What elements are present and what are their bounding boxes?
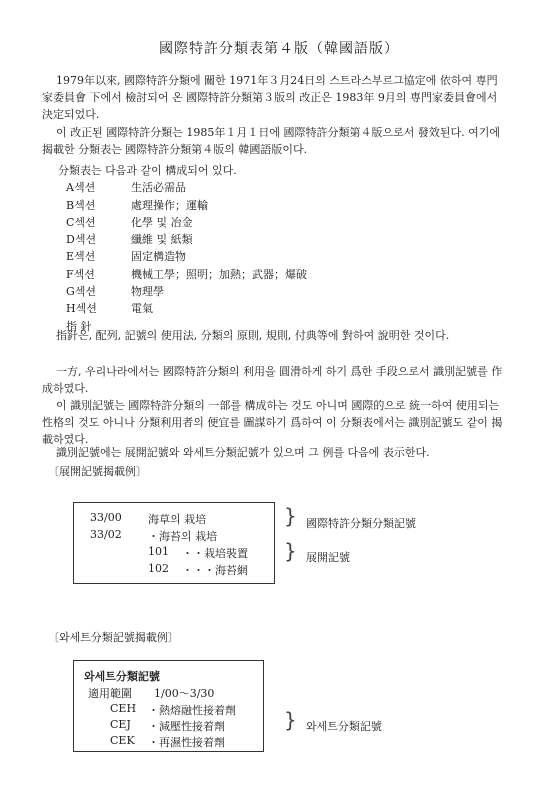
- page-title: 國際特許分類表第４版（韓國語版）: [159, 41, 399, 57]
- identify-paragraph: 이 識別記號는 國際特許分類의 一部를 構成하는 것도 아니며 國際的으로 統一하여 使用되는 性格의 것도 아니나 分類利用者의 便宜를 圖謀하기 爲하여 이 分類表에서는 識別記號도 같이 揭載하였다.: [42, 399, 503, 446]
- ex1-text-4: ・・・海苔網: [182, 564, 248, 577]
- ex2-text-3: ・再濕性接着劑: [148, 736, 225, 749]
- ex2-range-label: 適用範圍: [88, 687, 132, 700]
- ex1-text-3: ・・栽培裝置: [182, 547, 248, 560]
- ex1-text-1: 海草의 栽培: [148, 513, 207, 526]
- section-row-f: F섹션 機械工學；照明；加熱；武器；爆破: [66, 267, 307, 281]
- section-row-c: C섹션 化學 및 冶金: [66, 215, 193, 229]
- section-list: [58, 162, 307, 335]
- intro-paragraph-1: 1979年以來, 國際特許分類에 關한 1971年３月24日의 스트라스부르그協定에 依하여 専門家委員會 下에서 檢討되어 온 國際特許分類第３版의 改正은 1983年 9月의 専門家委員會에서 決定되었다.: [42, 74, 498, 121]
- ex2-code-1: CEH: [110, 702, 137, 715]
- ex2-range-value: 1/00～3/30: [154, 687, 215, 700]
- purpose-paragraph: 一方, 우리나라에서는 國際特許分類의 利用을 圓滑하게 하기 爲한 手段으로서 識別記號를 作成하였다.: [42, 365, 503, 395]
- ex1-code-1: 33/00: [90, 511, 122, 524]
- ex2-label: 와세트分類記號: [306, 720, 382, 733]
- example2-heading: 〔와세트分類記號揭載例〕: [48, 631, 179, 644]
- example1-heading: 〔展開記號揭載例〕: [48, 465, 147, 478]
- example1-box: [73, 502, 275, 584]
- section-row-d: D섹션 纖維 및 紙類: [66, 233, 193, 247]
- section-row-b: B섹션 處理操作；運輸: [66, 198, 208, 212]
- ex2-box-title: 와세트分類記號: [84, 670, 160, 683]
- ex1-text-2: ・海苔의 栽培: [148, 530, 218, 543]
- example2-box: [73, 660, 264, 752]
- section-row-h: H섹션 電氣: [66, 302, 153, 316]
- brace-ex2: }: [284, 708, 297, 732]
- ex2-code-3: CEK: [110, 734, 135, 747]
- intro-paragraph-2: 이 改正된 國際特許分類는 1985年１月１日에 國際特許分類第４版으로서 發效된다. 여기에 揭載한 分類表는 國際特許分類第４版의 韓國語版이다.: [42, 126, 500, 156]
- ex2-text-2: ・減壓性接着劑: [148, 720, 225, 733]
- section-row-g: G섹션 物理學: [66, 285, 164, 299]
- section-row-e: E섹션 固定構造物: [66, 250, 186, 264]
- expand-paragraph: 識別記號에는 展開記號와 와세트分類記號가 있으며 그 例를 다음에 表示한다.: [56, 446, 430, 459]
- section-row-a: A섹션 生活必需品: [66, 181, 186, 195]
- guide-paragraph: 指針은, 配列, 記號의 使用法, 分類의 原則, 規則, 付典等에 對하여 說明한 것이다.: [56, 329, 450, 342]
- ex1-label-bottom: 展開記號: [306, 551, 350, 564]
- section-row-guide: 指 針: [66, 319, 92, 333]
- ex1-code-3: 101: [148, 545, 169, 558]
- ex2-code-2: CEJ: [110, 718, 131, 731]
- ex1-code-2: 33/02: [90, 528, 122, 541]
- ex2-text-1: ・熱熔融性接着劑: [148, 704, 236, 717]
- brace-bottom: }: [284, 539, 297, 563]
- ex1-label-top: 國際特許分類分類記號: [306, 517, 416, 530]
- section-list-intro: 分類表는 다음과 같이 構成되어 있다.: [58, 164, 237, 177]
- ex1-code-4: 102: [148, 562, 169, 575]
- brace-top: }: [284, 504, 297, 528]
